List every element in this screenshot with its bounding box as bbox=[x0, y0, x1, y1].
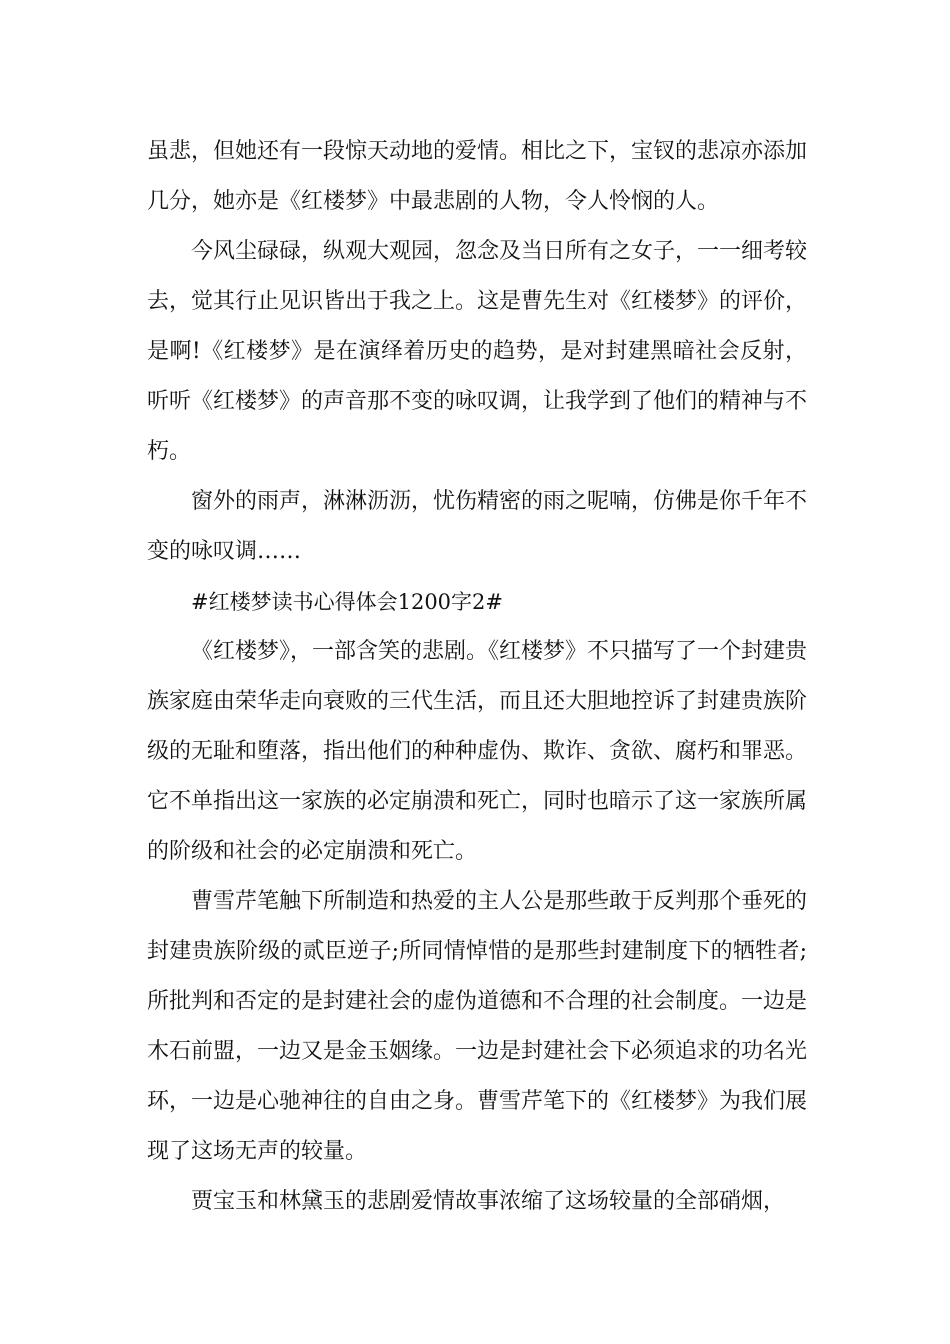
paragraph-2: 今风尘碌碌，纵观大观园，忽念及当日所有之女子，一一细考较去，觉其行止见识皆出于我之上。这是曹先生对《红楼梦》的评价，是啊!《红楼梦》是在演绎着历史的趋势，是对封建黑暗社会反射，听听《红楼梦》的声音那不变的咏叹调，让我学到了他们的精神与不朽。 bbox=[147, 239, 808, 464]
section-heading: #红楼梦读书心得体会1200字2# bbox=[191, 590, 503, 614]
paragraph-3: 窗外的雨声，淋淋沥沥，忧伤精密的雨之呢喃，仿佛是你千年不变的咏叹调…… bbox=[147, 489, 808, 564]
paragraph-4: 《红楼梦》，一部含笑的悲剧。《红楼梦》不只描写了一个封建贵族家庭由荣华走向衰败的三代生活，而且还大胆地控诉了封建贵族阶级的无耻和堕落，指出他们的种种虚伪、欺诈、贪欲、腐朽和罪恶。它不单指出这一家族的必定崩溃和死亡，同时也暗示了这一家族所属的阶级和社会的必定崩溃和死亡。 bbox=[147, 639, 808, 864]
paragraph-1: 虽悲，但她还有一段惊天动地的爱情。相比之下，宝钗的悲凉亦添加几分，她亦是《红楼梦》中最悲剧的人物，令人怜悯的人。 bbox=[147, 139, 808, 214]
document-body bbox=[147, 127, 807, 1227]
paragraph-5: 曹雪芹笔触下所制造和热爱的主人公是那些敢于反判那个垂死的封建贵族阶级的贰臣逆子;所同情悼惜的是那些封建制度下的牺牲者;所批判和否定的是封建社会的虚伪道德和不合理的社会制度。一边是木石前盟，一边又是金玉姻缘。一边是封建社会下必须追求的功名光环，一边是心驰神往的自由之身。曹雪芹笔下的《红楼梦》为我们展现了这场无声的较量。 bbox=[147, 889, 808, 1164]
paragraph-6: 贾宝玉和林黛玉的悲剧爱情故事浓缩了这场较量的全部硝烟， bbox=[191, 1189, 786, 1214]
